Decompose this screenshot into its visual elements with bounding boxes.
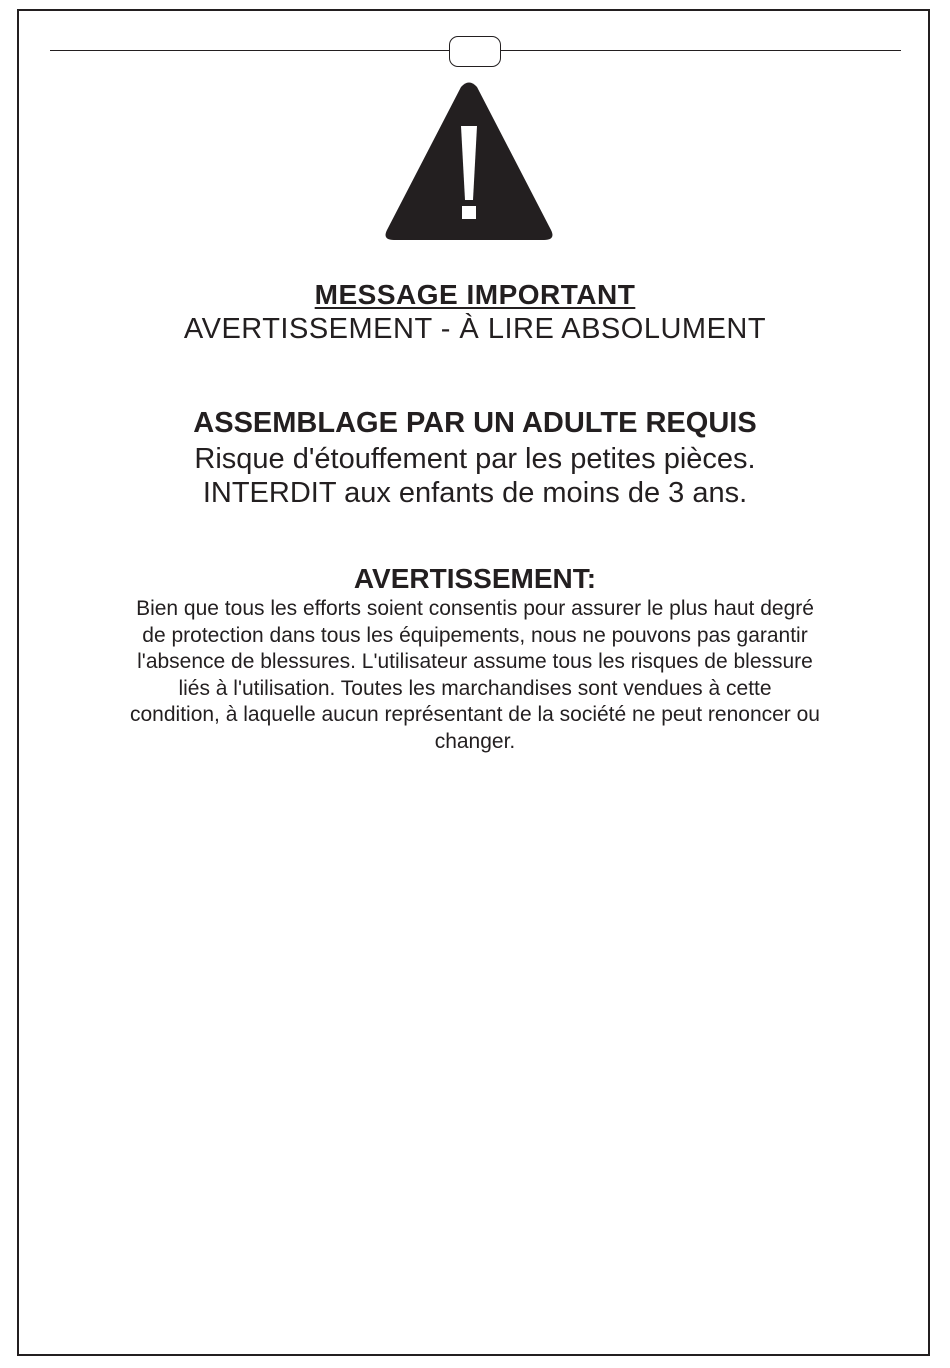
warning-line: Bien que tous les efforts soient consentis pour assurer le plus haut degré	[136, 597, 814, 620]
warning-line: changer.	[434, 729, 516, 753]
notice-title: MESSAGE IMPORTANT	[314, 279, 636, 310]
notice-subtitle: AVERTISSEMENT - À LIRE ABSOLUMENT	[183, 313, 767, 345]
warning-line: de protection dans tous les équipements, nous ne pouvons pas garantir	[142, 623, 808, 647]
warning-icon	[383, 82, 555, 242]
warning-line: condition, à laquelle aucun représentant de la société ne peut renoncer ou	[130, 703, 820, 727]
age-restriction-line: INTERDIT aux enfants de moins de 3 ans.	[202, 477, 748, 509]
warning-line: l'absence de blessures. L'utilisateur assume tous les risques de blessure	[137, 650, 813, 674]
warning-paragraph	[40, 596, 910, 756]
warning-heading: AVERTISSEMENT:	[353, 563, 597, 594]
assembly-heading: ASSEMBLAGE PAR UN ADULTE REQUIS	[193, 407, 757, 439]
warning-line: liés à l'utilisation. Toutes les marchandises sont vendues à cette	[178, 676, 772, 700]
choking-risk-line: Risque d'étouffement par les petites pièces.	[194, 443, 756, 475]
page-number-tab	[449, 36, 501, 67]
